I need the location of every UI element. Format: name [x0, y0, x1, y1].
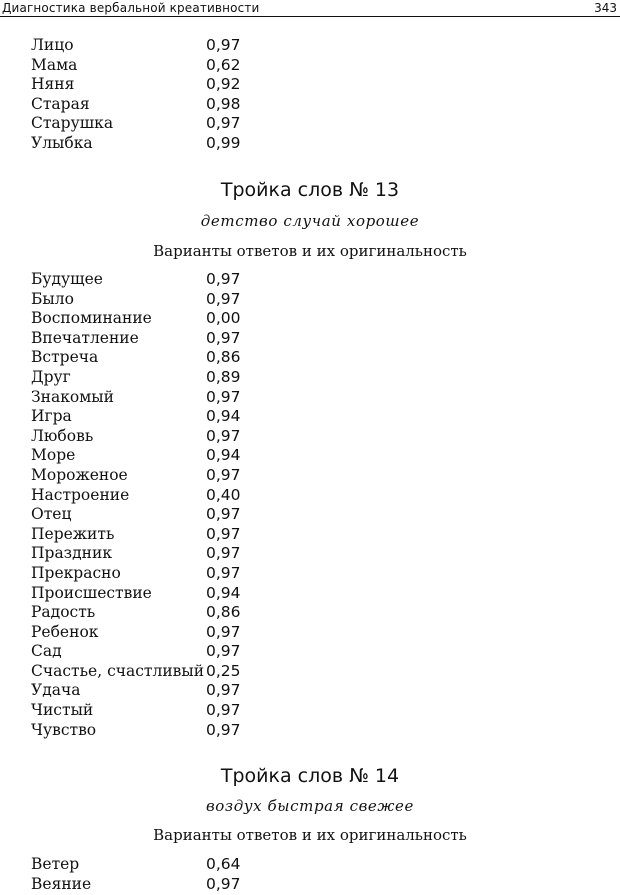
response-word: Лицо [31, 36, 74, 54]
word-row [31, 486, 331, 506]
word-row [31, 623, 331, 643]
response-word: Чувство [31, 720, 97, 739]
originality-score: 0,97 [206, 681, 241, 700]
word-row [31, 329, 331, 349]
word-row [31, 505, 331, 525]
originality-score: 0,99 [206, 133, 241, 152]
section-14-title: Тройка слов № 14 [220, 765, 400, 787]
originality-score: 0,97 [206, 701, 241, 720]
response-word: Настроение [31, 485, 130, 504]
originality-score: 0,97 [206, 328, 241, 347]
originality-score: 0,00 [206, 309, 241, 328]
response-word: Удача [31, 681, 81, 700]
word-row [31, 681, 331, 701]
originality-score: 0,86 [206, 348, 241, 367]
response-word: Прекрасно [31, 563, 121, 582]
response-word: Друг [31, 367, 71, 386]
response-word: Мороженое [31, 465, 128, 484]
originality-score: 0,92 [206, 75, 241, 94]
originality-score: 0,97 [206, 544, 241, 563]
originality-score: 0,97 [206, 642, 241, 661]
originality-score: 0,97 [206, 270, 241, 288]
response-word: Веяние [31, 874, 92, 893]
originality-score: 0,64 [206, 855, 241, 873]
word-row [31, 75, 331, 95]
originality-score: 0,25 [206, 661, 241, 680]
originality-score: 0,97 [206, 289, 241, 308]
word-row [31, 564, 331, 584]
response-word: Игра [31, 407, 72, 426]
originality-score: 0,94 [206, 583, 241, 602]
section-13-subheading: Варианты ответов и их оригинальность [153, 242, 467, 260]
page-header [0, 0, 620, 17]
word-row [31, 56, 331, 76]
originality-score: 0,97 [206, 622, 241, 641]
response-word: Любовь [31, 426, 94, 445]
originality-score: 0,97 [206, 563, 241, 582]
section-13-word-list [31, 270, 331, 740]
response-word: Старая [31, 94, 90, 113]
page-number: 343 [594, 1, 617, 15]
response-word: Ветер [31, 855, 80, 873]
word-row [31, 662, 331, 682]
response-word: Будущее [31, 270, 103, 288]
response-word: Чистый [31, 701, 94, 720]
response-word: Няня [31, 75, 75, 94]
response-word: Улыбка [31, 133, 93, 152]
word-row [31, 875, 331, 895]
response-word: Мама [31, 55, 78, 74]
response-word: Отец [31, 505, 72, 524]
response-word: Сад [31, 642, 62, 661]
word-row [31, 446, 331, 466]
originality-score: 0,94 [206, 446, 241, 465]
response-word: Море [31, 446, 76, 465]
originality-score: 0,97 [206, 426, 241, 445]
word-row [31, 114, 331, 134]
word-row [31, 466, 331, 486]
response-word: Встреча [31, 348, 99, 367]
running-title: Диагностика вербальной креативности [2, 1, 260, 15]
originality-score: 0,97 [206, 465, 241, 484]
word-row [31, 270, 331, 290]
originality-score: 0,97 [206, 720, 241, 739]
originality-score: 0,40 [206, 485, 241, 504]
response-word: Старушка [31, 114, 114, 133]
section-13-title: Тройка слов № 13 [220, 179, 400, 201]
originality-score: 0,97 [206, 114, 241, 133]
word-row [31, 407, 331, 427]
section-14-word-list [31, 855, 331, 894]
response-word: Ребенок [31, 622, 99, 641]
originality-score: 0,94 [206, 407, 241, 426]
originality-score: 0,86 [206, 603, 241, 622]
response-word: Счастье, счастливый [31, 661, 205, 680]
originality-score: 0,97 [206, 36, 241, 54]
originality-score: 0,97 [206, 874, 241, 893]
response-word: Пережить [31, 524, 115, 543]
response-word: Знакомый [31, 387, 114, 406]
word-row [31, 584, 331, 604]
response-word: Радость [31, 603, 96, 622]
word-row [31, 642, 331, 662]
response-word: Было [31, 289, 74, 308]
word-row [31, 36, 331, 56]
word-row [31, 721, 331, 741]
response-word: Происшествие [31, 583, 152, 602]
originality-score: 0,89 [206, 367, 241, 386]
word-row [31, 603, 331, 623]
word-row [31, 95, 331, 115]
originality-score: 0,97 [206, 524, 241, 543]
word-row [31, 290, 331, 310]
originality-score: 0,98 [206, 94, 241, 113]
originality-score: 0,97 [206, 387, 241, 406]
section-14-subheading: Варианты ответов и их оригинальность [153, 826, 467, 844]
word-row [31, 134, 331, 154]
top-word-list [31, 36, 331, 154]
response-word: Впечатление [31, 328, 139, 347]
section-14-triplet: воздух быстрая свежее [205, 797, 415, 815]
originality-score: 0,62 [206, 55, 241, 74]
word-row [31, 855, 331, 875]
word-row [31, 348, 331, 368]
word-row [31, 309, 331, 329]
section-13-triplet: детство случай хорошее [200, 212, 420, 230]
response-word: Праздник [31, 544, 113, 563]
word-row [31, 368, 331, 388]
word-row [31, 388, 331, 408]
word-row [31, 701, 331, 721]
response-word: Воспоминание [31, 309, 152, 328]
word-row [31, 544, 331, 564]
word-row [31, 525, 331, 545]
word-row [31, 427, 331, 447]
originality-score: 0,97 [206, 505, 241, 524]
